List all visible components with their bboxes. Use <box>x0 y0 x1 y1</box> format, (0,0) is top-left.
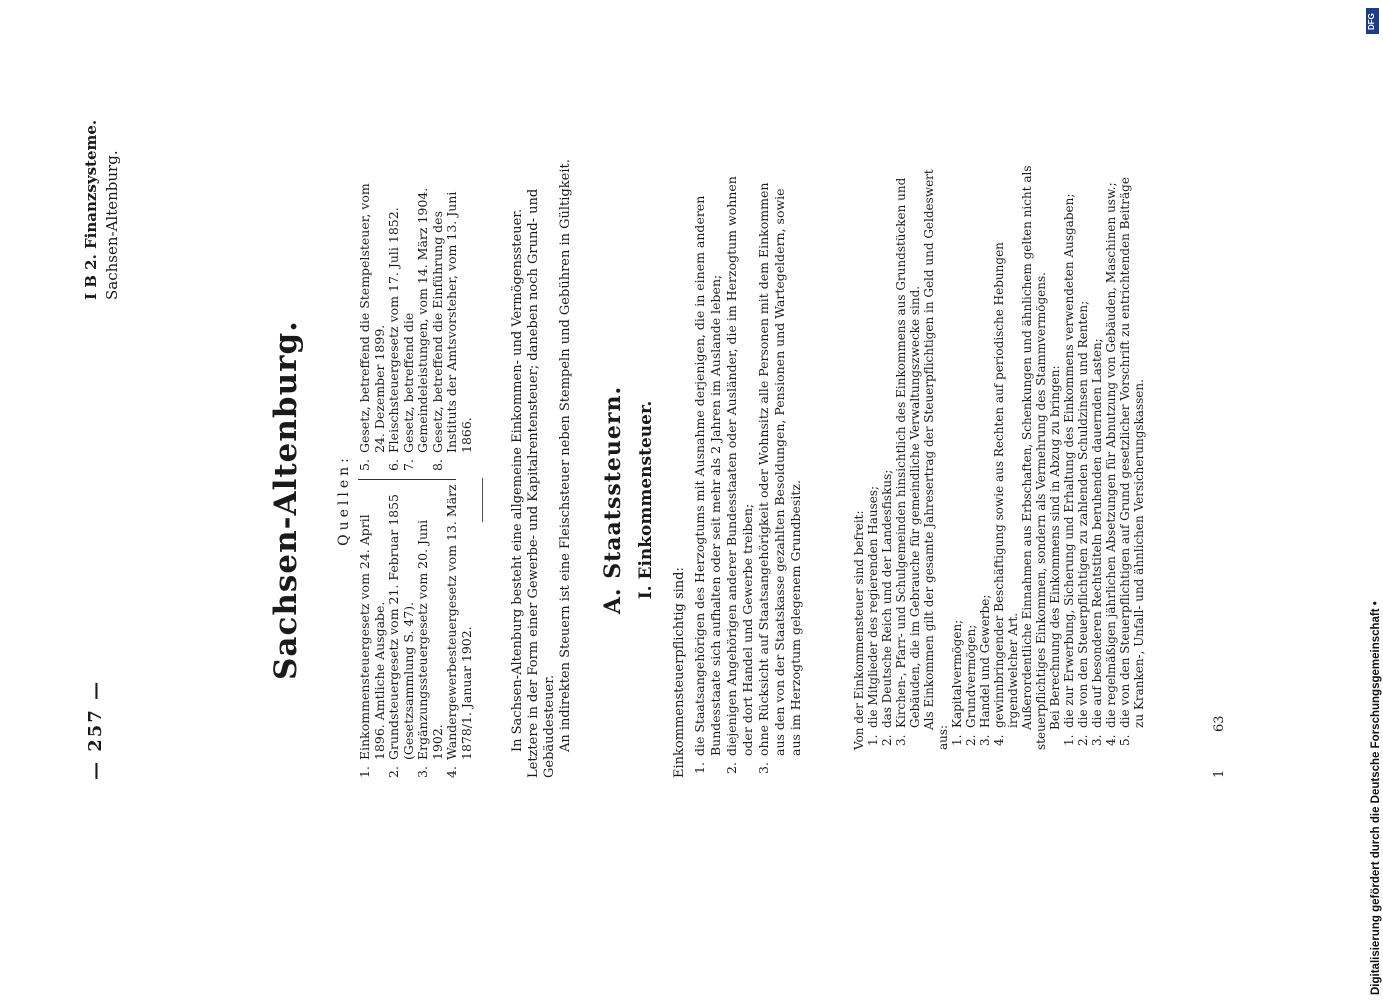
list-item: 1. die Mitglieder des regierenden Hauses; <box>866 485 880 746</box>
page-number: — 257 — <box>85 679 106 780</box>
signature-mark: 1 <box>1212 769 1227 778</box>
list-item: 3. Kirchen-, Pfarr- und Schulgemeinden hinsichtlich des Einkommens aus Grundstücken und Gebäuden, die im Gebrauche für gemeindliche Verwaltungszwecke sind. <box>894 177 922 746</box>
list-item: 2. die von den Steuerpflichtigen zu zahlenden Schuldzinsen und Renten; <box>1076 300 1090 746</box>
source-item: 8. Gesetz, betreffend die Einführung des Instituts der Amtsvorsteher, vom 13. Juni 1866. <box>429 191 474 471</box>
source-item: 6. Fleischsteuergesetz vom 17. Juli 1852. <box>386 207 401 471</box>
source-item: 3. Ergänzungssteuergesetz vom 20. Juni 1902. <box>415 519 445 778</box>
dfg-logo: DFG <box>1366 8 1379 34</box>
list-item: 2. das Deutsche Reich und der Landesfiskus; <box>880 469 894 746</box>
divider <box>482 478 483 522</box>
page-label: 63 <box>1212 715 1227 732</box>
list-item: 3. ohne Rücksicht auf Staatsangehörigkeit oder Wohnsitz alle Personen mit dem Einkommen aus den von der Staatskasse gezahlten Besoldungen, Pensionen und Wartegeldern, sowie aus im Herzogtum gelegenem Grundbesitz. <box>756 182 803 774</box>
sources-left-column <box>358 483 474 778</box>
funding-note: Digitalisierung gefördert durch die Deutsche Forschungsgemeinschaft • <box>1370 601 1382 995</box>
list-item: 2. Grundvermögen; <box>964 624 978 746</box>
income-definition: Als Einkommen gilt der gesamte Jahresertrag der Steuerpflichtigen in Geld und Geldeswert aus: <box>922 169 950 750</box>
deductions-intro: Bei Berechnung des Einkommens sind in Abzug zu bringen: <box>1048 365 1062 730</box>
list-item: 4. gewinnbringender Beschäftigung sowie aus Rechten auf periodische Hebungen irgendwelcher Art. <box>992 242 1020 746</box>
sources-right-column <box>358 176 474 471</box>
extraordinary-income-note: Außerordentliche Einnahmen aus Erbschaften, Schenkungen und ähnlichem gelten nicht als steuerpflichtiges Einkommen, sondern als Vermehrung des Stammvermögens. <box>1020 165 1048 750</box>
liability-intro: Einkommensteuerpflichtig sind: <box>672 567 687 778</box>
source-item: 4. Wandergewerbesteuergesetz vom 13. März 1878/1. Januar 1902. <box>444 484 474 778</box>
list-item: 3. die auf besonderen Rechtstiteln beruhenden dauernden Lasten; <box>1090 338 1104 746</box>
running-subsection: Sachsen-Altenburg. <box>103 150 121 300</box>
source-item: 2. Grundsteuergesetz vom 21. Februar 1855 (Gesetzsammlung S. 47). <box>386 493 416 778</box>
list-item: 1. die zur Erwerbung, Sicherung und Erhaltung des Einkommens verwendeten Ausgaben; <box>1062 193 1076 746</box>
section-heading: A. Staatssteuern. <box>600 385 626 615</box>
list-item: 4. die regelmäßigen jährlichen Absetzungen für Abnutzung von Gebäuden, Maschinen usw.; <box>1104 182 1118 746</box>
liability-list <box>692 168 804 778</box>
intro-paragraph: In Sachsen-Altenburg besteht eine allgemeine Einkommen- und Vermögenssteuer. Letztere in der Form einer Gewerbe- und Kapitalrentensteuer; daneben noch Grund- und Gebäudesteuer. <box>510 188 557 778</box>
subsection-heading: I. Einkommensteuer. <box>636 400 656 600</box>
list-item: 3. Handel und Gewerbe; <box>978 594 992 746</box>
source-item: 1. Einkommensteuergesetz vom 24. April 1896. Amtliche Ausgabe. <box>357 514 387 778</box>
list-item: 2. diejenigen Angehörigen anderer Bundesstaaten oder Ausländer, die im Herzogtum wohnen oder dort Handel und Gewerbe treiben; <box>724 176 755 774</box>
exempt-intro: Von der Einkommensteuer sind befreit: <box>852 510 866 750</box>
running-section: I B 2. Finanzsysteme. <box>82 119 100 300</box>
intro-paragraph: An indirekten Steuern ist eine Fleischsteuer neben Stempeln und Gebühren in Gültigkeit. <box>558 159 573 752</box>
list-item: 1. Kapitalvermögen; <box>950 619 964 746</box>
sources-heading: Quellen: <box>336 454 352 546</box>
list-item: 5. die von den Steuerpflichtigen auf Grund gesetzlicher Vorschrift zu entrichtenden Beiträge zu Kranken-, Unfall- und ähnlichen Versicherungskassen. <box>1118 177 1146 746</box>
column-divider <box>358 479 456 480</box>
exemptions-block <box>852 160 1146 750</box>
list-item: 1. die Staatsangehörigen des Herzogtums mit Ausnahme derjenigen, die in einem anderen Bundesstaate sich aufhalten oder seit mehr als 2 Jahren im Auslande leben; <box>692 195 723 774</box>
source-item: 7. Gesetz, betreffend die Gemeindeleistungen, vom 14. März 1904. <box>400 187 430 471</box>
page-title: Sachsen-Altenburg. <box>268 320 304 680</box>
source-item: 5. Gesetz, betreffend die Stempelsteuer, vom 24. Dezember 1899. <box>357 183 387 471</box>
